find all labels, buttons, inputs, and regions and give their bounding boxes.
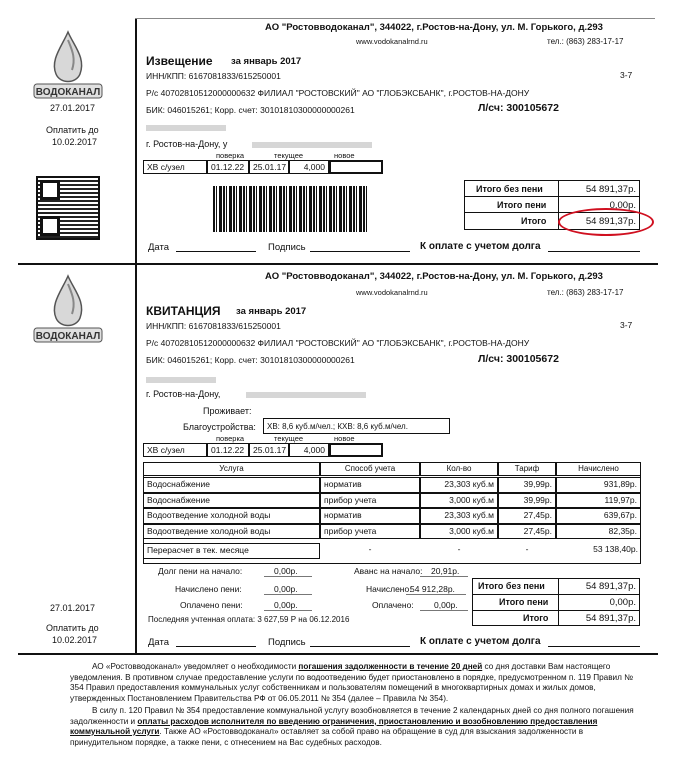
top-inn: ИНН/КПП: 6167081833/615250001 [146,71,281,81]
top-total-no-penalty-value: 54 891,37р. [585,184,636,195]
top-redacted-address [252,142,372,148]
bottom-meter-header-current: текущее [274,434,304,443]
table-row-0-charged: 931,89р. [556,477,641,493]
table-row-3-method: прибор учета [320,524,420,539]
table-row-1-qty: 3,000 куб.м [420,493,498,508]
qr-code [36,176,100,240]
table-row-0-qty: 23,303 куб.м [420,477,498,493]
penalty-paid-value: 0,00р. [274,600,298,610]
bottom-total-penalty-label: Итого пени [499,597,549,607]
top-total-label: Итого [521,216,547,226]
bottom-address: г. Ростов-на-Дону, [146,389,221,399]
table-row-4-service: Перерасчет в тек. месяце [143,543,320,559]
bottom-sign-line [310,646,410,647]
bottom-to-pay-line [548,646,640,647]
top-meter-new[interactable] [329,160,383,174]
bottom-amenities-value: ХВ: 8,6 куб.м/чел.; КХВ: 8,6 куб.м/чел. [263,418,450,434]
top-meter-header-check: поверка [216,151,245,160]
notice-p1-c: со дня доставки Вам настоящего уведомления. В противном случае предоставление услуги по водоотведению будет приостановлено в порядке, предусмотренном п. 119 Правил № 354 Правил предоставления коммунальных услуг собственникам и пользователям помещений в многоквартирных домах и жилых домов, утвержденных Постановлением Правительства РФ от 06.05.2011 № 354 (далее – Правила № 354). [70,662,633,703]
services-header-tariff: Тариф [498,462,556,476]
top-date-line [176,251,256,252]
top-website: www.vodokanalrnd.ru [356,37,428,46]
summary-line-2 [420,576,468,577]
summary-line-3 [264,594,312,595]
notice-p2-emphasis: оплаты расходов исполнителя по введению ограничения, приостановлению и возобновлению предоставления коммунальной услуги [70,716,598,736]
bottom-date-label: Дата [148,637,170,648]
bottom-totals-row-line-1 [472,594,640,595]
vodokanal-logo-bottom [28,272,108,352]
advance-value: 20,91р. [431,566,460,576]
top-pay-by-date: 10.02.2017 [52,137,98,147]
debt-notice [70,662,640,750]
top-total-penalty-value: 0,00р. [609,200,636,211]
paid-value: 0,00р. [434,600,458,610]
bottom-issue-date: 27.01.2017 [50,603,96,613]
table-row-2-method: норматив [320,508,420,524]
paid-label: Оплачено: [372,600,414,610]
top-phone: тел.: (863) 283-17-17 [547,37,624,46]
debt-start-value: 0,00р. [274,566,298,576]
debt-start-label: Долг пени на начало: [158,566,243,576]
bottom-website: www.vodokanalrnd.ru [356,288,428,297]
bottom-meter-header-check: поверка [216,434,245,443]
top-meter-current: 4,000 [289,160,329,174]
table-row-1-tariff: 39,99р. [498,493,556,508]
bottom-period: за январь 2017 [236,306,307,317]
left-column-divider [135,18,137,653]
bottom-meter-header-new: новое [334,434,355,443]
top-bik: БИК: 046015261; Корр. счет: 30101810300000000261 [146,105,355,115]
table-row-0-service: Водоснабжение [143,477,320,493]
top-sign-line [310,251,410,252]
table-row-2-qty: 23,303 куб.м [420,508,498,524]
top-to-pay-label: К оплате с учетом долга [420,241,541,252]
top-date-label: Дата [148,242,170,253]
notice-p2-c: . Также АО «Ростовводоканал» оставляет за собой право на обращение в суд для взыскания задолженности в принудительном порядке, а также пени, с отнесением на Вас судебных расходов. [70,727,584,747]
bottom-meter-check: 01.12.22 [207,443,249,457]
bottom-pay-by-date: 10.02.2017 [52,635,98,645]
last-payment: Последняя учтенная оплата: 3 627,59 Р на 06.12.2016 [148,615,350,624]
table-row-4-tariff: - [525,544,529,554]
services-header-method: Способ учета [320,462,420,476]
top-title: Извещение [146,54,213,68]
top-total-no-penalty-label: Итого без пени [476,184,543,194]
notice-paragraph-1 [70,662,640,704]
top-meter-check: 01.12.22 [207,160,249,174]
top-address: г. Ростов-на-Дону, у [146,139,228,149]
top-pay-by-label: Оплатить до [46,125,99,135]
notice-p1-a: АО «Ростовводоканал» уведомляет о необходимости [92,662,299,671]
table-row-3-qty: 3,000 куб.м [420,524,498,539]
notice-p1-emphasis: погашения задолженности в течение 20 дней [298,662,483,671]
bottom-title: КВИТАНЦИЯ [146,304,221,318]
logo-text-bottom: ВОДОКАНАЛ [35,331,101,342]
bottom-meter-new[interactable] [329,443,383,457]
bottom-amenities-label: Благоустройства: [183,422,256,432]
penalty-paid-label: Оплачено пени: [180,600,243,610]
notice-paragraph-2 [70,706,640,748]
table-row-1-service: Водоснабжение [143,493,320,508]
bottom-total-penalty-value: 0,00р. [609,597,636,608]
summary-line-6 [420,610,468,611]
top-meter-header-current: текущее [274,151,304,160]
notice-p2-a: В силу п. 120 Правил № 354 предоставление коммунальной услугу возобновляется в течение 2 календарных дней со дня полного погашения задолженности и [70,706,634,726]
bottom-redacted-address [246,392,366,398]
bottom-meter-name: ХВ с/узел [143,443,207,457]
bottom-code: 3-7 [620,320,633,330]
top-total-penalty-label: Итого пени [497,200,547,210]
bottom-total-label: Итого [523,613,549,623]
bottom-org-header: АО "Ростовводоканал", 344022, г.Ростов-на-Дону, ул. М. Горького, д.293 [265,271,603,282]
table-row-3-tariff: 27,45р. [498,524,556,539]
total-highlight-circle [558,208,654,236]
bottom-total-no-penalty-value: 54 891,37р. [585,581,636,592]
top-meter-header-new: новое [334,151,355,160]
bottom-redacted-name [146,377,216,383]
table-row-2-service: Водоотведение холодной воды [143,508,320,524]
charged-label: Начислено: [366,584,412,594]
bottom-total-value: 54 891,37р. [585,613,636,624]
bottom-sign-label: Подпись [268,637,306,648]
table-row-1-method: прибор учета [320,493,420,508]
table-row-4-qty: - [457,544,461,554]
top-meter-name: ХВ с/узел [143,160,207,174]
charged-value: 54 912,28р. [410,584,455,594]
top-org-header: АО "Ростовводоканал", 344022, г.Ростов-на-Дону, ул. М. Горького, д.293 [265,22,603,33]
bottom-divider [18,653,658,655]
bottom-meter-current: 4,000 [289,443,329,457]
bottom-date-line [176,646,256,647]
top-period: за январь 2017 [231,56,302,67]
table-row-0-method: норматив [320,477,420,493]
vodokanal-logo [28,28,108,108]
table-row-4-method: - [368,544,372,554]
top-sign-label: Подпись [268,242,306,253]
top-to-pay-line [548,251,640,252]
table-row-2-charged: 639,67р. [556,508,641,524]
summary-line-1 [264,576,312,577]
bottom-phone: тел.: (863) 283-17-17 [547,288,624,297]
table-row-3-charged: 82,35р. [556,524,641,539]
top-total-value: 54 891,37р. [585,216,636,227]
table-row-4-charged: 53 138,40р. [593,544,638,554]
summary-line-4 [406,594,466,595]
top-meter-date: 25.01.17 [249,160,289,174]
bottom-totals-col-line [558,578,559,626]
penalty-charged-label: Начислено пени: [175,584,242,594]
bottom-pay-by-label: Оплатить до [46,623,99,633]
services-header-service: Услуга [143,462,320,476]
top-totals-row-line-1 [464,196,640,197]
services-header-charged: Начислено [556,462,641,476]
table-row-0-tariff: 39,99р. [498,477,556,493]
summary-line-5 [264,610,312,611]
bottom-to-pay-label: К оплате с учетом долга [420,636,541,647]
table-row-2-tariff: 27,45р. [498,508,556,524]
bottom-bik: БИК: 046015261; Корр. счет: 30101810300000000261 [146,355,355,365]
bottom-total-no-penalty-label: Итого без пени [478,581,545,591]
bottom-meter-date: 25.01.17 [249,443,289,457]
top-redacted-name [146,125,226,131]
top-personal-account: Л/сч: 300105672 [478,102,559,114]
services-header-qty: Кол-во [420,462,498,476]
bottom-inn: ИНН/КПП: 6167081833/615250001 [146,321,281,331]
bottom-resides-label: Проживает: [203,406,252,416]
top-bank-account: Р/с 40702810512000000632 ФИЛИАЛ "РОСТОВСКИЙ" АО "ГЛОБЭКСБАНК", г.РОСТОВ-НА-ДОНУ [146,88,530,98]
barcode [213,186,368,232]
bottom-totals-row-line-2 [472,610,640,611]
advance-label: Аванс на начало: [354,566,423,576]
table-row-1-charged: 119,97р. [556,493,641,508]
logo-text: ВОДОКАНАЛ [35,87,101,98]
top-code: 3-7 [620,70,633,80]
bottom-personal-account: Л/сч: 300105672 [478,353,559,365]
top-dashed-edge [135,18,655,19]
bottom-bank-account: Р/с 40702810512000000632 ФИЛИАЛ "РОСТОВСКИЙ" АО "ГЛОБЭКСБАНК", г.РОСТОВ-НА-ДОНУ [146,338,530,348]
top-issue-date: 27.01.2017 [50,103,96,113]
section-divider [18,263,658,265]
penalty-charged-value: 0,00р. [274,584,298,594]
table-row-3-service: Водоотведение холодной воды [143,524,320,539]
